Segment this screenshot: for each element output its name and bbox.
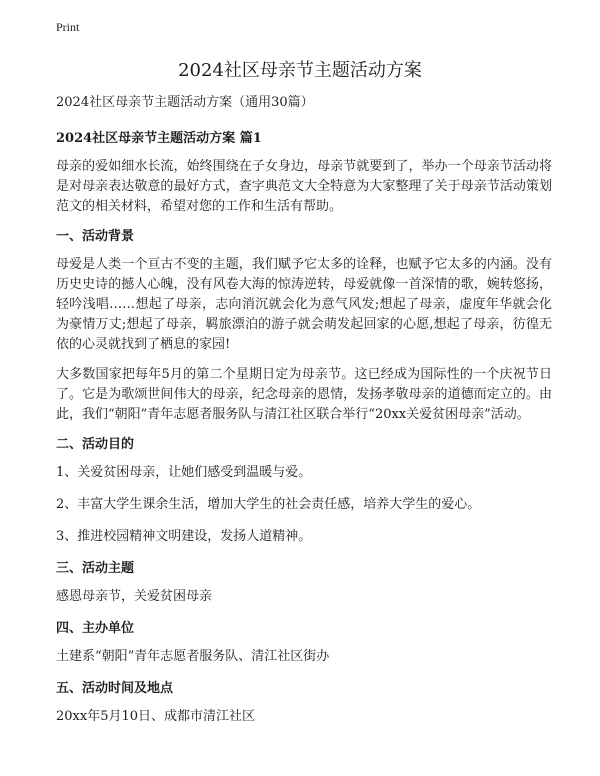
background-paragraph-1: 母爱是人类一个亘古不变的主题，我们赋予它太多的诠释，也赋予它太多的内涵。没有历史史诗的撼人心魄，没有风卷大海的惊涛逆转，母爱就像一首深情的歌，婉转悠扬，轻吟浅唱……想起了母亲，志向消沉就会化为意气风发;想起了母亲，虚度年华就会化为豪情万丈;想起了母亲，羁旅漂泊的游子就会萌发起回家的心愿,想起了母亲，彷徨无依的心灵就找到了栖息的家园!	[56, 257, 552, 352]
purpose-item: 1、关爱贫困母亲，让她们感受到温暖与爱。	[56, 465, 312, 480]
article-heading: 2024社区母亲节主题活动方案 篇1	[56, 131, 262, 146]
organizer-text: 土建系“朝阳”青年志愿者服务队、清江社区街办	[56, 649, 330, 664]
intro-paragraph: 母亲的爱如细水长流，始终围绕在子女身边，母亲节就要到了，举办一个母亲节活动将是对母亲表达敬意的最好方式，查字典范文大全特意为大家整理了关于母亲节活动策划范文的相关材料，希望对您的工作和生活有帮助。	[56, 159, 552, 214]
theme-text: 感恩母亲节，关爱贫困母亲	[56, 589, 213, 604]
section-heading-background: 一、活动背景	[56, 229, 135, 244]
purpose-item: 2、丰富大学生课余生活，增加大学生的社会责任感，培养大学生的爱心。	[56, 497, 481, 512]
document-subtitle: 2024社区母亲节主题活动方案（通用30篇）	[56, 95, 314, 110]
time-place-text: 20xx年5月10日、成都市清江社区	[56, 709, 256, 724]
section-heading-time-place: 五、活动时间及地点	[56, 681, 174, 696]
section-heading-organizer: 四、主办单位	[56, 621, 135, 636]
page-title: 2024社区母亲节主题活动方案	[178, 60, 422, 81]
section-heading-purpose: 二、活动目的	[56, 437, 135, 452]
document-body	[56, 93, 552, 739]
print-label: Print	[56, 20, 80, 34]
background-paragraph-2: 大多数国家把每年5月的第二个星期日定为母亲节。这已经成为国际性的一个庆祝节日了。它是为歌颂世间伟大的母亲，纪念母亲的恩情，发扬孝敬母亲的道德而定立的。由此，我们“朝阳”青年志愿者服务队与清江社区联合举行“20xx关爱贫困母亲”活动。	[56, 367, 552, 422]
section-heading-theme: 三、活动主题	[56, 561, 135, 576]
purpose-item: 3、推进校园精神文明建设，发扬人道精神。	[56, 529, 312, 544]
